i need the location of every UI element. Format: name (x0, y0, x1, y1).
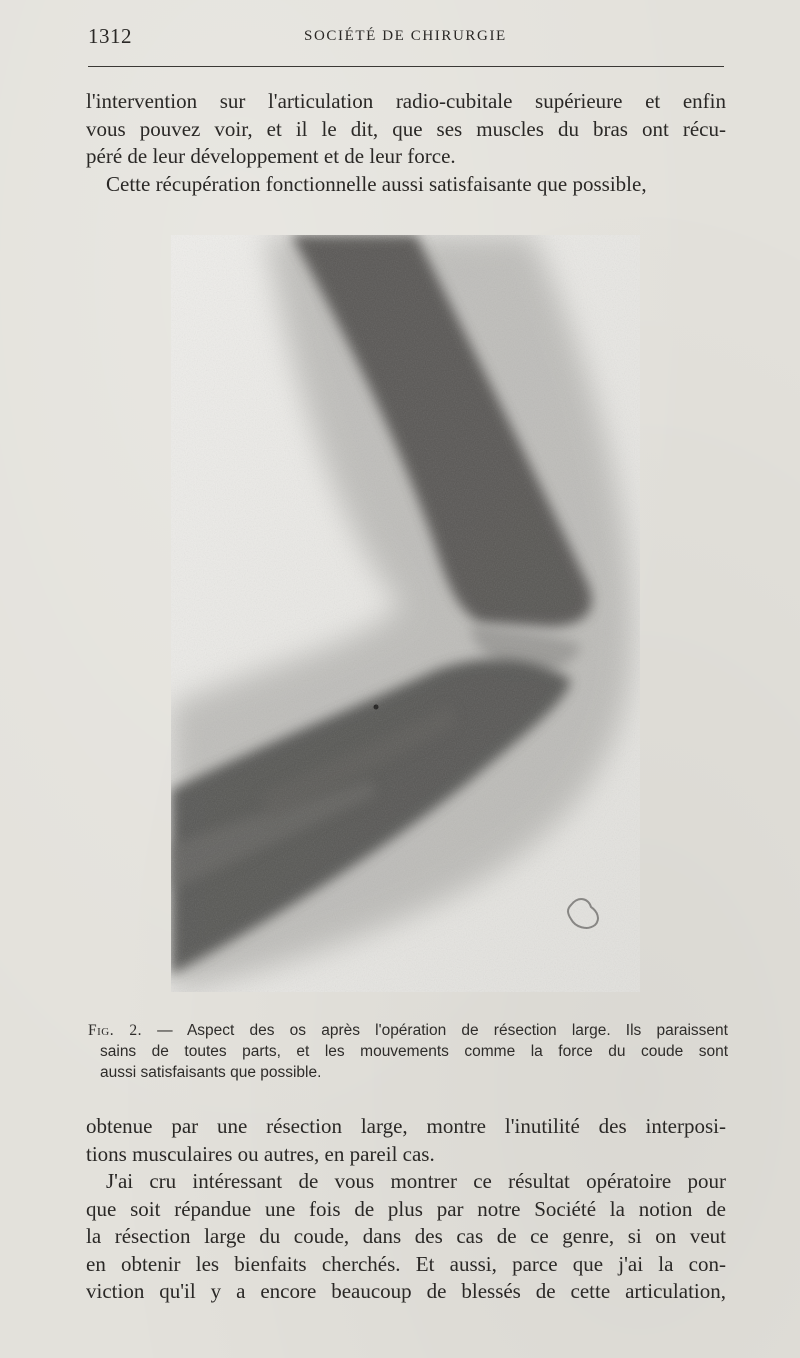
page-number: 1312 (88, 24, 132, 48)
text-line: l'intervention sur l'articulation radio-cubitale supérieure et enfin (86, 89, 726, 113)
xray-figure (171, 235, 640, 992)
text-line: tions musculaires ou autres, en pareil cas. (86, 1141, 435, 1166)
figure-caption (88, 1020, 728, 1083)
text-line: Cette récupération fonctionnelle aussi satisfaisante que possible, (106, 171, 647, 196)
caption-line: sains de toutes parts, et les mouvements comme la force du coude sont (100, 1043, 728, 1060)
text-line: en obtenir les bienfaits cherchés. Et aussi, parce que j'ai la con- (86, 1251, 726, 1276)
caption-line (88, 1020, 728, 1041)
text-line: obtenue par une résection large, montre l'inutilité des interposi- (86, 1114, 726, 1138)
caption-line: aussi satisfaisants que possible. (100, 1064, 322, 1081)
bottom-paragraph (86, 1113, 726, 1306)
figure-label: Fig. 2. (88, 1022, 142, 1039)
text-line: J'ai cru intéressant de vous montrer ce résultat opératoire pour (106, 1169, 726, 1193)
caption-text: — Aspect des os après l'opération de résection large. Ils paraissent (141, 1022, 728, 1039)
text-line: que soit répandue une fois de plus par notre Société la notion de (86, 1196, 726, 1221)
text-line: viction qu'il y a encore beaucoup de blessés de cette articulation, (86, 1279, 726, 1303)
text-line: vous pouvez voir, et il le dit, que ses muscles du bras ont récu- (86, 116, 726, 141)
text-line: la résection large du coude, dans des cas de ce genre, si on veut (86, 1224, 726, 1248)
top-paragraph (86, 88, 726, 198)
running-title: SOCIÉTÉ DE CHIRURGIE (304, 28, 507, 44)
text-line: péré de leur développement et de leur force. (86, 144, 456, 168)
page-header (88, 24, 724, 52)
xray-elbow-image (171, 235, 640, 992)
header-rule (88, 66, 724, 67)
